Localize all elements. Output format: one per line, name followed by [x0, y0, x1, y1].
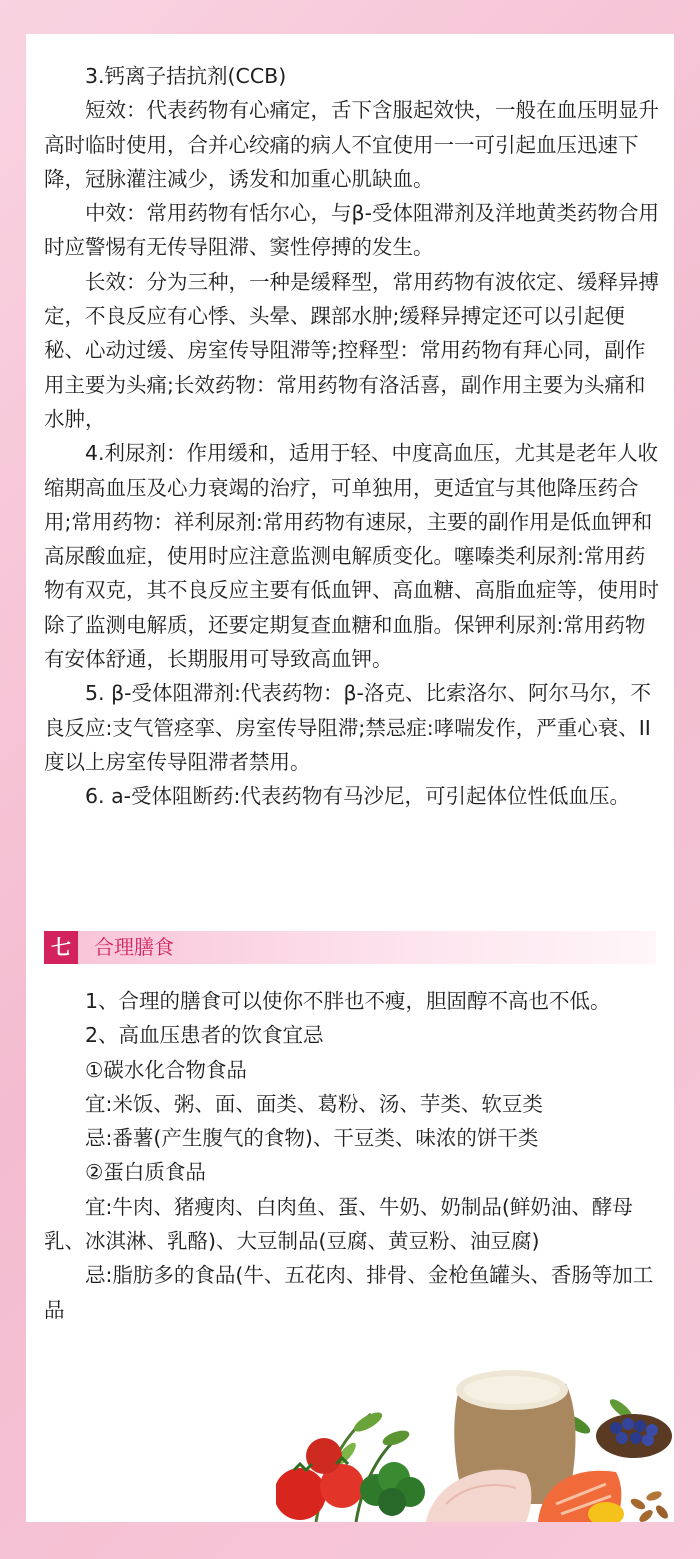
medication-text	[44, 59, 662, 814]
diet-line: 忌:脂肪多的食品(牛、五花肉、排骨、金枪鱼罐头、香肠等加工品	[44, 1263, 654, 1322]
broccoli-icon	[360, 1462, 425, 1516]
paragraph-long-acting: 长效：分为三种，一种是缓释型，常用药物有波依定、缓释异搏定，不良反应有心悸、头晕、踝部水肿;缓释异搏定还可以引起便秘、心动过缓、房室传导阻滞等;控释型：常用药物有拜心同，副作用主要为头痛;长效药物：常用药物有洛活喜，副作用主要为头痛和水肿，	[44, 269, 659, 431]
content-panel	[26, 34, 674, 1522]
section-number-badge: 七	[44, 931, 78, 964]
paragraph-ccb-heading: 3.钙离子拮抗剂(CCB)	[85, 64, 287, 88]
paragraph-beta-blockers: 5. β-受体阻滞剂:代表药物：β-洛克、比索洛尔、阿尔马尔，不良反应:支气管痉挛、房室传导阻滞;禁忌症:哮喘发作，严重心衰、II度以上房室传导阻滞者禁用。	[44, 681, 651, 774]
food-illustration	[276, 1354, 674, 1522]
section-title: 合理膳食	[94, 935, 174, 959]
diet-text	[44, 984, 662, 1327]
diet-line: 1、合理的膳食可以使你不胖也不瘦，胆固醇不高也不低。	[85, 989, 611, 1013]
diet-line: 宜:米饭、粥、面、面类、葛粉、汤、芋类、软豆类	[85, 1091, 543, 1116]
section-heading-bar	[44, 931, 656, 964]
paragraph-alpha-blockers: 6. a-受体阻断药:代表药物有马沙尼，可引起体位性低血压。	[85, 784, 630, 809]
fish-fillet-icon	[426, 1470, 531, 1522]
paragraph-medium-acting: 中效：常用药物有恬尔心，与β-受体阻滞剂及洋地黄类药物合用时应警惕有无传导阻滞、窦性停搏的发生。	[44, 201, 659, 260]
diet-line: ②蛋白质食品	[85, 1160, 206, 1185]
blueberry-bowl-icon	[596, 1414, 672, 1458]
paragraph-diuretics: 4.利尿剂：作用缓和，适用于轻、中度高血压，尤其是老年人收缩期高血压及心力衰竭的治疗，可单独用，更适宜与其他降压药合用;常用药物：祥利尿剂:常用药物有速尿，主要的副作用是低血钾和高尿酸血症，使用时应注意监测电解质变化。噻嗪类利尿剂:常用药物有双克，其不良反应主要有低血钾、高血糖、高脂血症等，使用时除了监测电解质，还要定期复查血糖和血脂。保钾利尿剂:常用药物有安体舒通，长期服用可导致高血钾。	[44, 441, 659, 672]
paragraph-short-acting: 短效：代表药物有心痛定，舌下含服起效快，一般在血压明显升高时临时使用，合并心绞痛的病人不宜使用一一可引起血压迅速下降，冠脉灌注减少，诱发和加重心肌缺血。	[44, 98, 659, 191]
diet-line: 忌:番薯(产生腹气的食物)、干豆类、味浓的饼干类	[85, 1126, 539, 1151]
diet-line: 宜:牛肉、猪瘦肉、白肉鱼、蛋、牛奶、奶制品(鲜奶油、酵母乳、冰淇淋、乳酪)、大豆制品(豆腐、黄豆粉、油豆腐)	[44, 1194, 633, 1254]
diet-line: 2、高血压患者的饮食宜忌	[85, 1023, 324, 1048]
almonds-icon	[629, 1490, 670, 1522]
diet-line: ①碳水化合物食品	[85, 1057, 247, 1082]
